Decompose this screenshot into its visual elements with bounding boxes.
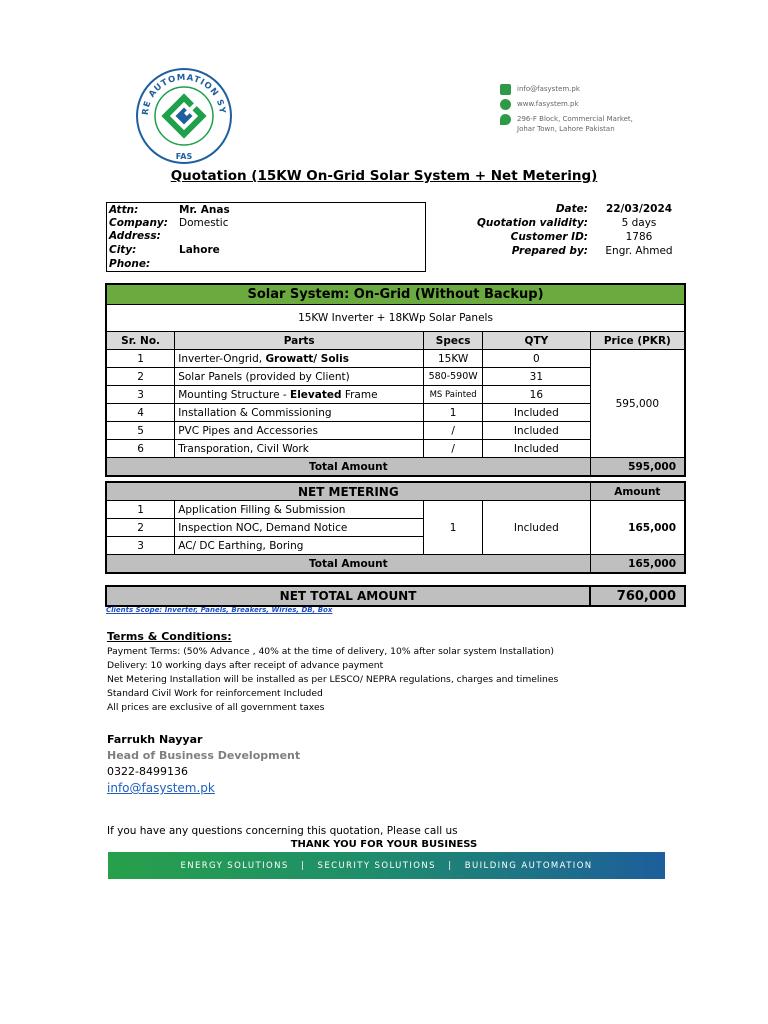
net-total-table [105,585,686,607]
signature-block [107,732,300,796]
phone-label: Phone: [109,258,151,270]
row-spec: MS Painted [424,386,483,404]
logo-text: RE AUTOMATION SY [140,72,228,116]
row-sr: 1 [106,350,175,368]
customer-info-box [106,202,426,272]
validity-label: Quotation validity: [477,217,588,229]
row-sr: 6 [106,440,175,458]
net-metering-total-label: Total Amount [106,555,590,574]
row-sr: 5 [106,422,175,440]
col-price: Price (PKR) [590,332,685,350]
city-label: City: [109,244,137,256]
row-part: Solar Panels (provided by Client) [175,368,424,386]
attn-label: Attn: [109,204,139,216]
logo-abbrev: FAS [175,152,193,161]
row-part: Transporation, Civil Work [175,440,424,458]
row-qty: 31 [483,368,591,386]
solar-subheading: 15KW Inverter + 18KWp Solar Panels [106,305,685,332]
contact-website[interactable]: www.fasystem.pk [517,100,579,108]
row-qty: 0 [483,350,591,368]
row-spec: 580-590W [424,368,483,386]
contact-email-row [500,84,633,95]
net-metering-heading: NET METERING [106,482,590,501]
net-total-value: 760,000 [590,586,685,606]
contact-email[interactable]: info@fasystem.pk [517,85,580,93]
net-metering-amount: 165,000 [590,501,685,555]
solar-header-row [106,332,685,350]
fas-logo-icon [134,66,234,166]
date-label: Date: [555,203,588,215]
net-total-label: NET TOTAL AMOUNT [106,586,590,606]
solar-system-table [105,283,686,477]
row-part: Mounting Structure - Elevated Frame [175,386,424,404]
terms-line: Delivery: 10 working days after receipt of advance payment [107,660,384,671]
row-part: Installation & Commissioning [175,404,424,422]
address-label: Address: [109,230,161,242]
location-pin-icon [500,114,511,125]
row-spec: / [424,422,483,440]
prepared-by-label: Prepared by: [511,245,588,257]
contact-address-line2: Johar Town, Lahore Pakistan [517,125,615,133]
net-metering-qty: Included [482,501,590,555]
net-metering-total-value: 165,000 [590,555,685,574]
terms-line: Standard Civil Work for reinforcement Included [107,688,323,699]
solar-total-row [106,458,685,477]
row-qty: Included [483,404,591,422]
net-metering-table [105,481,686,574]
solar-total-label: Total Amount [106,458,590,477]
city-value: Lahore [179,244,220,256]
row-qty: Included [483,440,591,458]
col-parts: Parts [175,332,424,350]
footer-banner-text: ENERGY SOLUTIONS | SECURITY SOLUTIONS | BUILDING AUTOMATION [180,860,593,871]
signatory-role: Head of Business Development [107,749,301,762]
customer-id-label: Customer ID: [510,231,588,243]
table-row [106,350,685,368]
customer-id-value: 1786 [625,231,653,243]
row-sr: 3 [106,537,175,555]
row-part: AC/ DC Earthing, Boring [175,537,424,555]
table-row [106,501,685,519]
envelope-icon [500,84,511,95]
col-qty: QTY [483,332,591,350]
terms-line: All prices are exclusive of all government taxes [107,702,325,713]
terms-heading: Terms & Conditions: [107,630,232,643]
row-spec: 15KW [424,350,483,368]
contact-address-row [500,114,633,134]
terms-section [107,630,558,715]
thank-you-text: THANK YOU FOR YOUR BUSINESS [290,839,478,850]
attn-value: Mr. Anas [179,204,230,216]
row-part: Application Filling & Submission [175,501,424,519]
signatory-name: Farrukh Nayyar [107,733,203,746]
terms-line: Payment Terms: (50% Advance , 40% at the time of delivery, 10% after solar system Installation) [107,646,555,657]
row-sr: 2 [106,519,175,537]
row-sr: 2 [106,368,175,386]
row-qty: 16 [483,386,591,404]
net-metering-amount-label: Amount [590,482,685,501]
company-label: Company: [109,217,168,229]
signatory-email-link[interactable]: info@fasystem.pk [107,781,215,795]
page-title: Quotation (15KW On-Grid Solar System + Net Metering) [170,168,598,184]
date-value: 22/03/2024 [605,203,673,215]
net-metering-spec: 1 [424,501,483,555]
prepared-by-value: Engr. Ahmed [605,245,673,257]
col-sr-no: Sr. No. [106,332,175,350]
signatory-phone: 0322-8499136 [107,765,188,778]
net-metering-header [106,482,685,501]
terms-line: Net Metering Installation will be installed as per LESCO/ NEPRA regulations, charges and timelines [107,674,559,685]
row-part: PVC Pipes and Accessories [175,422,424,440]
solar-total-value: 595,000 [590,458,685,477]
row-sr: 4 [106,404,175,422]
row-spec: / [424,440,483,458]
row-sr: 3 [106,386,175,404]
clients-scope-note: Clients Scope: Inverter, Panels, Breakers, Wiries, DB, Box [106,606,333,614]
company-logo [134,66,234,166]
row-part: Inverter-Ongrid, Growatt/ Solis [175,350,424,368]
solar-heading: Solar System: On-Grid (Without Backup) [106,284,685,305]
row-part: Inspection NOC, Demand Notice [175,519,424,537]
validity-value: 5 days [621,217,657,229]
col-specs: Specs [424,332,483,350]
row-qty: Included [483,422,591,440]
company-value: Domestic [179,217,229,229]
solar-price: 595,000 [590,350,685,458]
row-sr: 1 [106,501,175,519]
row-spec: 1 [424,404,483,422]
net-metering-total-row [106,555,685,574]
contact-website-row [500,99,633,110]
globe-icon [500,99,511,110]
footer-banner [108,852,665,879]
contact-address-line1: 296-F Block, Commercial Market, [517,115,633,123]
contact-block [500,84,633,138]
footer-question: If you have any questions concerning this quotation, Please call us [107,825,458,837]
